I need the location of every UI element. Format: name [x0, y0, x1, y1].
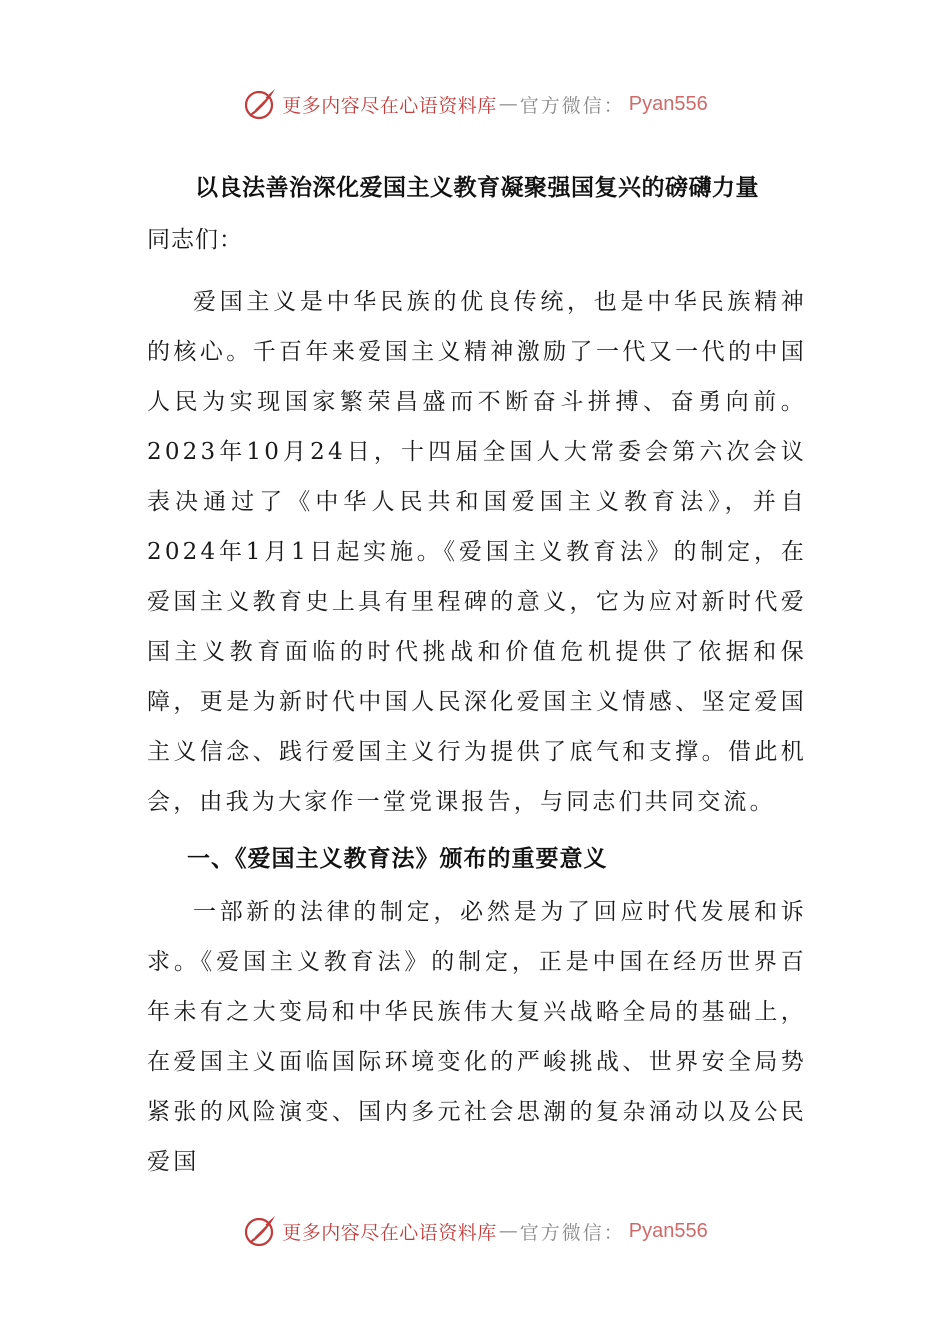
quill-logo-icon [242, 1213, 278, 1249]
watermark-tagline: 更多内容尽在心语资料库 [282, 94, 497, 117]
quill-logo-icon [242, 86, 278, 122]
watermark-content [242, 1213, 708, 1249]
section-heading-1: 一、《爱国主义教育法》颁布的重要意义 [187, 846, 608, 872]
watermark-tagline: 更多内容尽在心语资料库 [282, 1221, 497, 1244]
watermark-wechat-label: 官方微信： [519, 1221, 625, 1244]
watermark-wechat-label: 官方微信： [519, 94, 625, 117]
intro-paragraph: 爱国主义是中华民族的优良传统，也是中华民族精神的核心。千百年来爱国主义精神激励了一代又一代的中国人民为实现国家繁荣昌盛而不断奋斗拼搏、奋勇向前。2023年10月24日，十四届全国人大常委会第六次会议表决通过了《中华人民共和国爱国主义教育法》，并自2024年1月1日起实施。《爱国主义教育法》的制定，在爱国主义教育史上具有里程碑的意义，它为应对新时代爱国主义教育面临的时代挑战和价值危机提供了依据和保障，更是为新时代中国人民深化爱国主义情感、坚定爱国主义信念、践行爱国主义行为提供了底气和支撑。借此机会，由我为大家作一堂党课报告，与同志们共同交流。 [147, 289, 807, 815]
watermark-wechat-id: Pyan556 [628, 1219, 708, 1242]
watermark-separator: — [498, 93, 518, 115]
footer-watermark-banner [0, 1211, 950, 1251]
salutation: 同志们： [147, 227, 243, 253]
watermark-separator: — [498, 1220, 518, 1242]
header-watermark-banner [0, 84, 950, 124]
watermark-wechat-id: Pyan556 [628, 92, 708, 115]
document-body [147, 172, 807, 1187]
watermark-content [242, 86, 708, 122]
document-title: 以良法善治深化爱国主义教育凝聚强国复兴的磅礴力量 [195, 175, 759, 201]
section-1-paragraph: 一部新的法律的制定，必然是为了回应时代发展和诉求。《爱国主义教育法》的制定，正是中国在经历世界百年未有之大变局和中华民族伟大复兴战略全局的基础上，在爱国主义面临国际环境变化的严峻挑战、世界安全局势紧张的风险演变、国内多元社会思潮的复杂涌动以及公民爱国 [147, 899, 807, 1175]
